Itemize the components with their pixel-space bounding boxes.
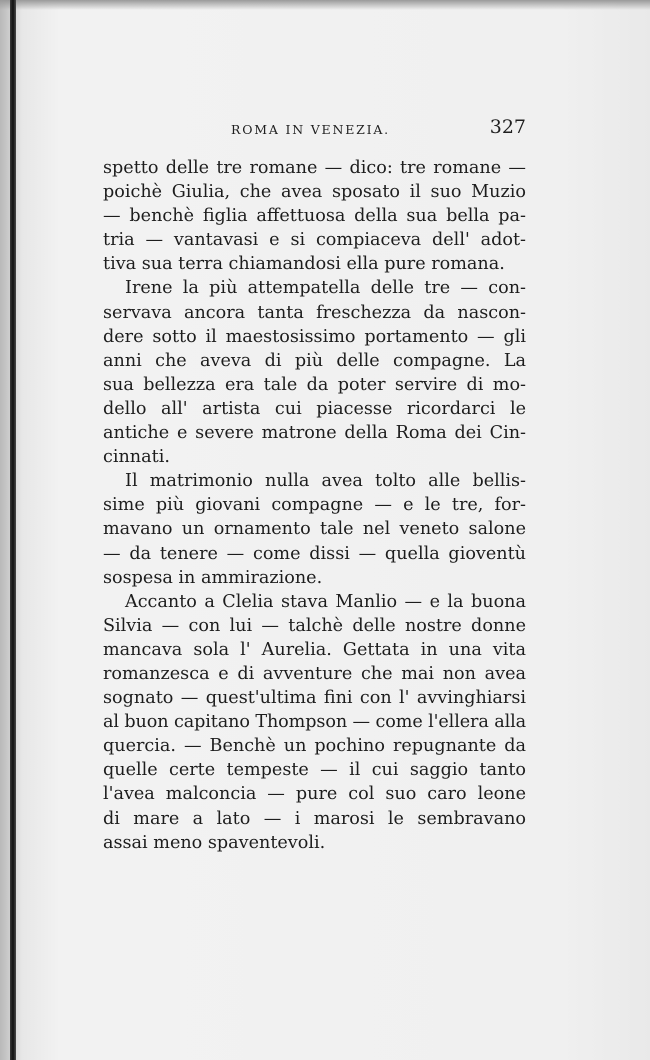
text-line: Irene la più attempatella delle tre — con- <box>125 278 526 299</box>
text-line: dello all' artista cui piacesse ricordarci le <box>103 398 526 419</box>
page-binding-edge <box>10 0 16 1060</box>
text-line: mancava sola l' Aurelia. Gettata in una vita <box>103 639 526 660</box>
text-line: Silvia — con lui — talchè delle nostre donne <box>103 615 526 636</box>
text-line: al buon capitano Thompson — come l'ellera alla <box>103 712 526 733</box>
page-top-shadow <box>0 0 650 10</box>
text-line: spetto delle tre romane — dico: tre romane — <box>103 158 526 178</box>
text-line: quercia. — Benchè un pochino repugnante da <box>103 736 526 757</box>
text-line: Il matrimonio nulla avea tolto alle bellis- <box>125 471 526 492</box>
text-line: antiche e severe matrone della Roma dei Cin- <box>103 423 526 444</box>
text-line: assai meno spaventevoli. <box>103 832 326 853</box>
text-line: l'avea malconcia — pure col suo caro leone <box>103 784 526 805</box>
text-line: tiva sua terra chiamandosi ella pure romana. <box>103 254 505 275</box>
text-line: sua bellezza era tale da poter servire di mo- <box>103 374 526 395</box>
text-line: cinnati. <box>103 447 170 468</box>
text-line: sospesa in ammirazione. <box>103 567 323 588</box>
body-text <box>103 156 526 855</box>
text-line: — da tenere — come dissi — quella gioventù <box>103 543 526 564</box>
text-line: poichè Giulia, che avea sposato il suo Muzio <box>103 182 526 203</box>
text-line: tria — vantavasi e si compiaceva dell' adot- <box>103 230 526 251</box>
text-line: quelle certe tempeste — il cui saggio tanto <box>103 760 526 781</box>
text-line: sime più giovani compagne — e le tre, for- <box>103 495 526 516</box>
page-number: 327 <box>489 116 526 138</box>
text-line: dere sotto il maestosissimo portamento — gli <box>103 326 526 347</box>
text-line: sognato — quest'ultima fini con l' avvinghiarsi <box>103 688 526 709</box>
text-line: mavano un ornamento tale nel veneto salone <box>103 519 526 540</box>
text-line: Accanto a Clelia stava Manlio — e la buona <box>125 591 526 612</box>
text-line: — benchè figlia affettuosa della sua bella pa- <box>103 206 526 227</box>
text-line: di mare a lato — i marosi le sembravano <box>103 808 526 829</box>
text-line: anni che aveva di più delle compagne. La <box>103 350 526 371</box>
text-line: romanzesca e di avventure che mai non avea <box>103 663 526 684</box>
running-head-title: ROMA IN VENEZIA. <box>231 122 390 137</box>
text-line: servava ancora tanta freschezza da nascon- <box>103 302 526 323</box>
running-head <box>103 118 526 144</box>
